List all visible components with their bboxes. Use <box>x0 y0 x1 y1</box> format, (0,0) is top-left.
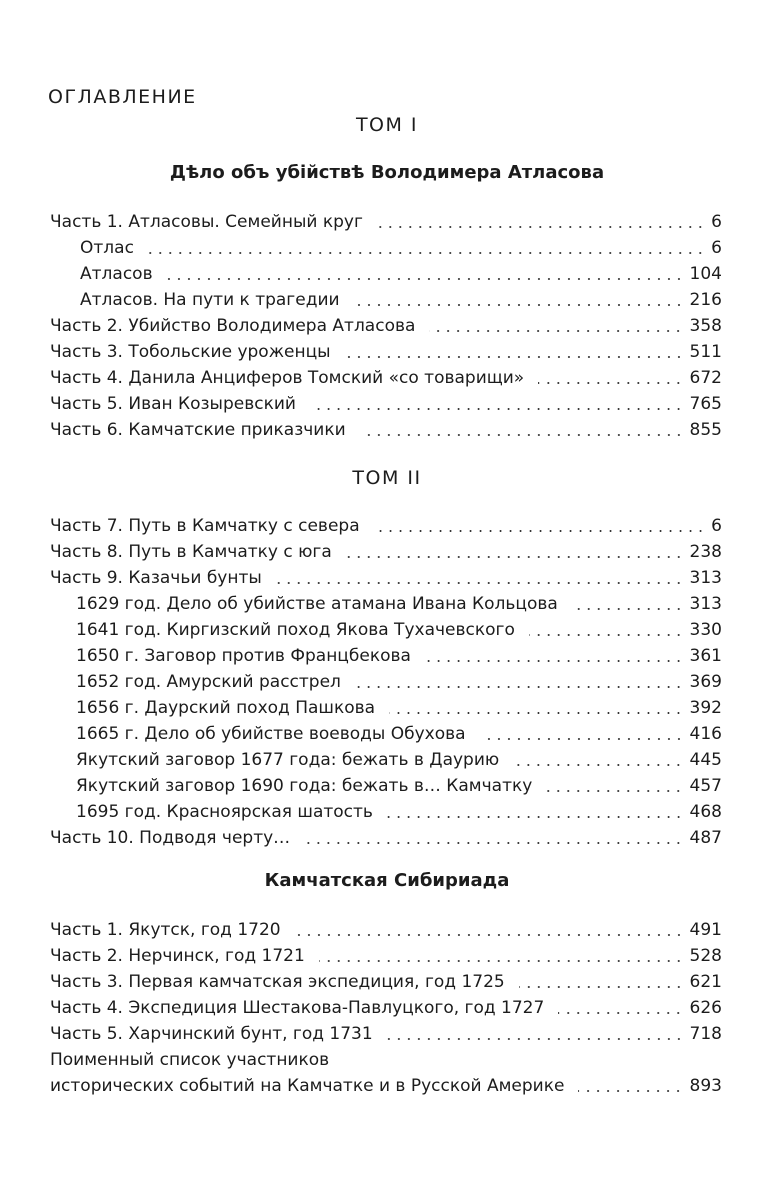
toc-entry-page: 313 <box>689 568 722 588</box>
toc-entry <box>76 800 722 824</box>
toc-entry-page: 216 <box>689 290 722 310</box>
toc-entry-page: 468 <box>689 802 722 822</box>
toc-heading: ОГЛАВЛЕНИЕ <box>48 86 197 108</box>
toc-entry-page: 626 <box>689 998 722 1018</box>
toc-entry <box>50 996 722 1020</box>
toc-entry-title: Якутский заговор 1677 года: бежать в Даурию <box>76 750 500 770</box>
toc-entry <box>50 514 722 538</box>
dot-leader <box>377 226 705 228</box>
dot-leader <box>354 304 684 306</box>
dot-leader <box>319 960 684 962</box>
toc-entry-page: 6 <box>711 238 722 258</box>
toc-entry-title: Часть 10. Подводя черту… <box>50 828 291 848</box>
toc-entry-title: Часть 1. Якутск, год 1720 <box>50 920 281 940</box>
toc-entry-page: 457 <box>689 776 722 796</box>
toc-entry-title: исторических событий на Камчатке и в Русской Америке <box>50 1076 565 1096</box>
toc-entry-title: Часть 8. Путь в Камчатку с юга <box>50 542 332 562</box>
dot-leader <box>578 1090 683 1092</box>
toc-entry-title: Часть 4. Экспедиция Шестакова-Павлуцкого, год 1727 <box>50 998 545 1018</box>
toc-entry <box>50 314 722 338</box>
toc-entry <box>76 644 722 668</box>
toc-entry <box>80 288 722 312</box>
toc-entry-page: 528 <box>689 946 722 966</box>
toc-entry <box>80 262 722 286</box>
toc-entry-page: 313 <box>689 594 722 614</box>
toc-entry-page: 416 <box>689 724 722 744</box>
toc-entry-page: 672 <box>689 368 722 388</box>
toc-entry <box>76 618 722 642</box>
toc-entry-title: Часть 6. Камчатские приказчики <box>50 420 346 440</box>
toc-entry-page: 445 <box>689 750 722 770</box>
toc-entry-title: Атласов. На пути к трагедии <box>80 290 340 310</box>
dot-leader <box>546 790 683 792</box>
toc-entry-page: 491 <box>689 920 722 940</box>
toc-entry-page: 238 <box>689 542 722 562</box>
toc-entry-page: 893 <box>689 1076 722 1096</box>
dot-leader <box>310 408 684 410</box>
dot-leader <box>389 712 683 714</box>
dot-leader <box>538 382 683 384</box>
dot-leader <box>513 764 683 766</box>
toc-entry <box>50 540 722 564</box>
toc-entry-page: 765 <box>689 394 722 414</box>
toc-entry-title: 1665 г. Дело об убийстве воеводы Обухова <box>76 724 466 744</box>
toc-entry-page: 621 <box>689 972 722 992</box>
toc-entry-title: 1641 год. Киргизский поход Якова Тухачевского <box>76 620 515 640</box>
volume-1-title: ТОМ I <box>355 114 419 136</box>
toc-entry <box>50 392 722 416</box>
toc-entry <box>50 366 722 390</box>
toc-entry-title: 1695 год. Красноярская шатость <box>76 802 373 822</box>
dot-leader <box>480 738 684 740</box>
dot-leader <box>167 278 684 280</box>
toc-entry <box>76 722 722 746</box>
volume-1-subtitle: Дѣло объ убiйствѣ Володимера Атласова <box>169 162 605 183</box>
toc-entry-title: Часть 3. Тобольские уроженцы <box>50 342 331 362</box>
toc-entry <box>76 774 722 798</box>
toc-entry-page: 855 <box>689 420 722 440</box>
toc-entry <box>76 696 722 720</box>
dot-leader <box>355 686 684 688</box>
toc-entry <box>50 1022 722 1046</box>
toc-entry <box>50 1048 722 1072</box>
volume-2-title: ТОМ II <box>352 467 422 489</box>
toc-entry <box>76 748 722 772</box>
toc-entry-title: Часть 2. Убийство Володимера Атласова <box>50 316 416 336</box>
toc-entry-title: 1629 год. Дело об убийстве атамана Ивана Кольцова <box>76 594 558 614</box>
toc-entry <box>50 970 722 994</box>
toc-entry <box>50 340 722 364</box>
dot-leader <box>558 1012 683 1014</box>
dot-leader <box>425 660 684 662</box>
toc-entry-page: 718 <box>689 1024 722 1044</box>
dot-leader <box>519 986 684 988</box>
dot-leader <box>360 434 684 436</box>
toc-entry-title: 1652 год. Амурский расстрел <box>76 672 341 692</box>
toc-entry-page: 358 <box>689 316 722 336</box>
toc-entry-page: 6 <box>711 516 722 536</box>
toc-entry-title: Часть 2. Нерчинск, год 1721 <box>50 946 305 966</box>
toc-entry-title: Часть 7. Путь в Камчатку с севера <box>50 516 360 536</box>
dot-leader <box>345 356 684 358</box>
dot-leader <box>387 1038 684 1040</box>
toc-entry-title: Часть 9. Казачьи бунты <box>50 568 262 588</box>
toc-entry-title: Поименный список участников <box>50 1050 330 1070</box>
toc-entry-page: 369 <box>689 672 722 692</box>
toc-entry-page: 361 <box>689 646 722 666</box>
dot-leader <box>295 934 684 936</box>
dot-leader <box>374 530 706 532</box>
dot-leader <box>387 816 684 818</box>
toc-entry-page: 487 <box>689 828 722 848</box>
toc-entry-page: 392 <box>689 698 722 718</box>
toc-entry-title: 1650 г. Заговор против Францбекова <box>76 646 411 666</box>
toc-entry-title: Часть 5. Иван Козыревский <box>50 394 296 414</box>
dot-leader <box>148 252 705 254</box>
toc-entry <box>50 918 722 942</box>
toc-entry <box>50 210 722 234</box>
toc-entry-title: Атласов <box>80 264 153 284</box>
section-3-subtitle: Камчатская Сибириада <box>264 870 510 891</box>
toc-entry <box>80 236 722 260</box>
toc-entry-title: 1656 г. Даурский поход Пашкова <box>76 698 376 718</box>
toc-entry-title: Якутский заговор 1690 года: бежать в… Камчатку <box>76 776 533 796</box>
toc-entry-page: 511 <box>689 342 722 362</box>
toc-entry <box>76 592 722 616</box>
toc-entry-title: Часть 1. Атласовы. Семейный круг <box>50 212 363 232</box>
dot-leader <box>276 582 684 584</box>
toc-entry <box>76 670 722 694</box>
toc-entry-title: Часть 5. Харчинский бунт, год 1731 <box>50 1024 373 1044</box>
toc-entry <box>50 944 722 968</box>
toc-entry-title: Часть 4. Данила Анциферов Томский «со товарищи» <box>50 368 525 388</box>
toc-entry <box>50 566 722 590</box>
toc-entry <box>50 826 722 850</box>
dot-leader <box>429 330 683 332</box>
dot-leader <box>346 556 684 558</box>
dot-leader <box>529 634 684 636</box>
dot-leader <box>304 842 683 844</box>
toc-entry-page: 6 <box>711 212 722 232</box>
toc-entry <box>50 1074 722 1098</box>
toc-entry-title: Отлас <box>80 238 134 258</box>
dot-leader <box>572 608 684 610</box>
toc-entry-page: 330 <box>689 620 722 640</box>
toc-entry <box>50 418 722 442</box>
toc-entry-page: 104 <box>689 264 722 284</box>
toc-entry-title: Часть 3. Первая камчатская экспедиция, год 1725 <box>50 972 505 992</box>
